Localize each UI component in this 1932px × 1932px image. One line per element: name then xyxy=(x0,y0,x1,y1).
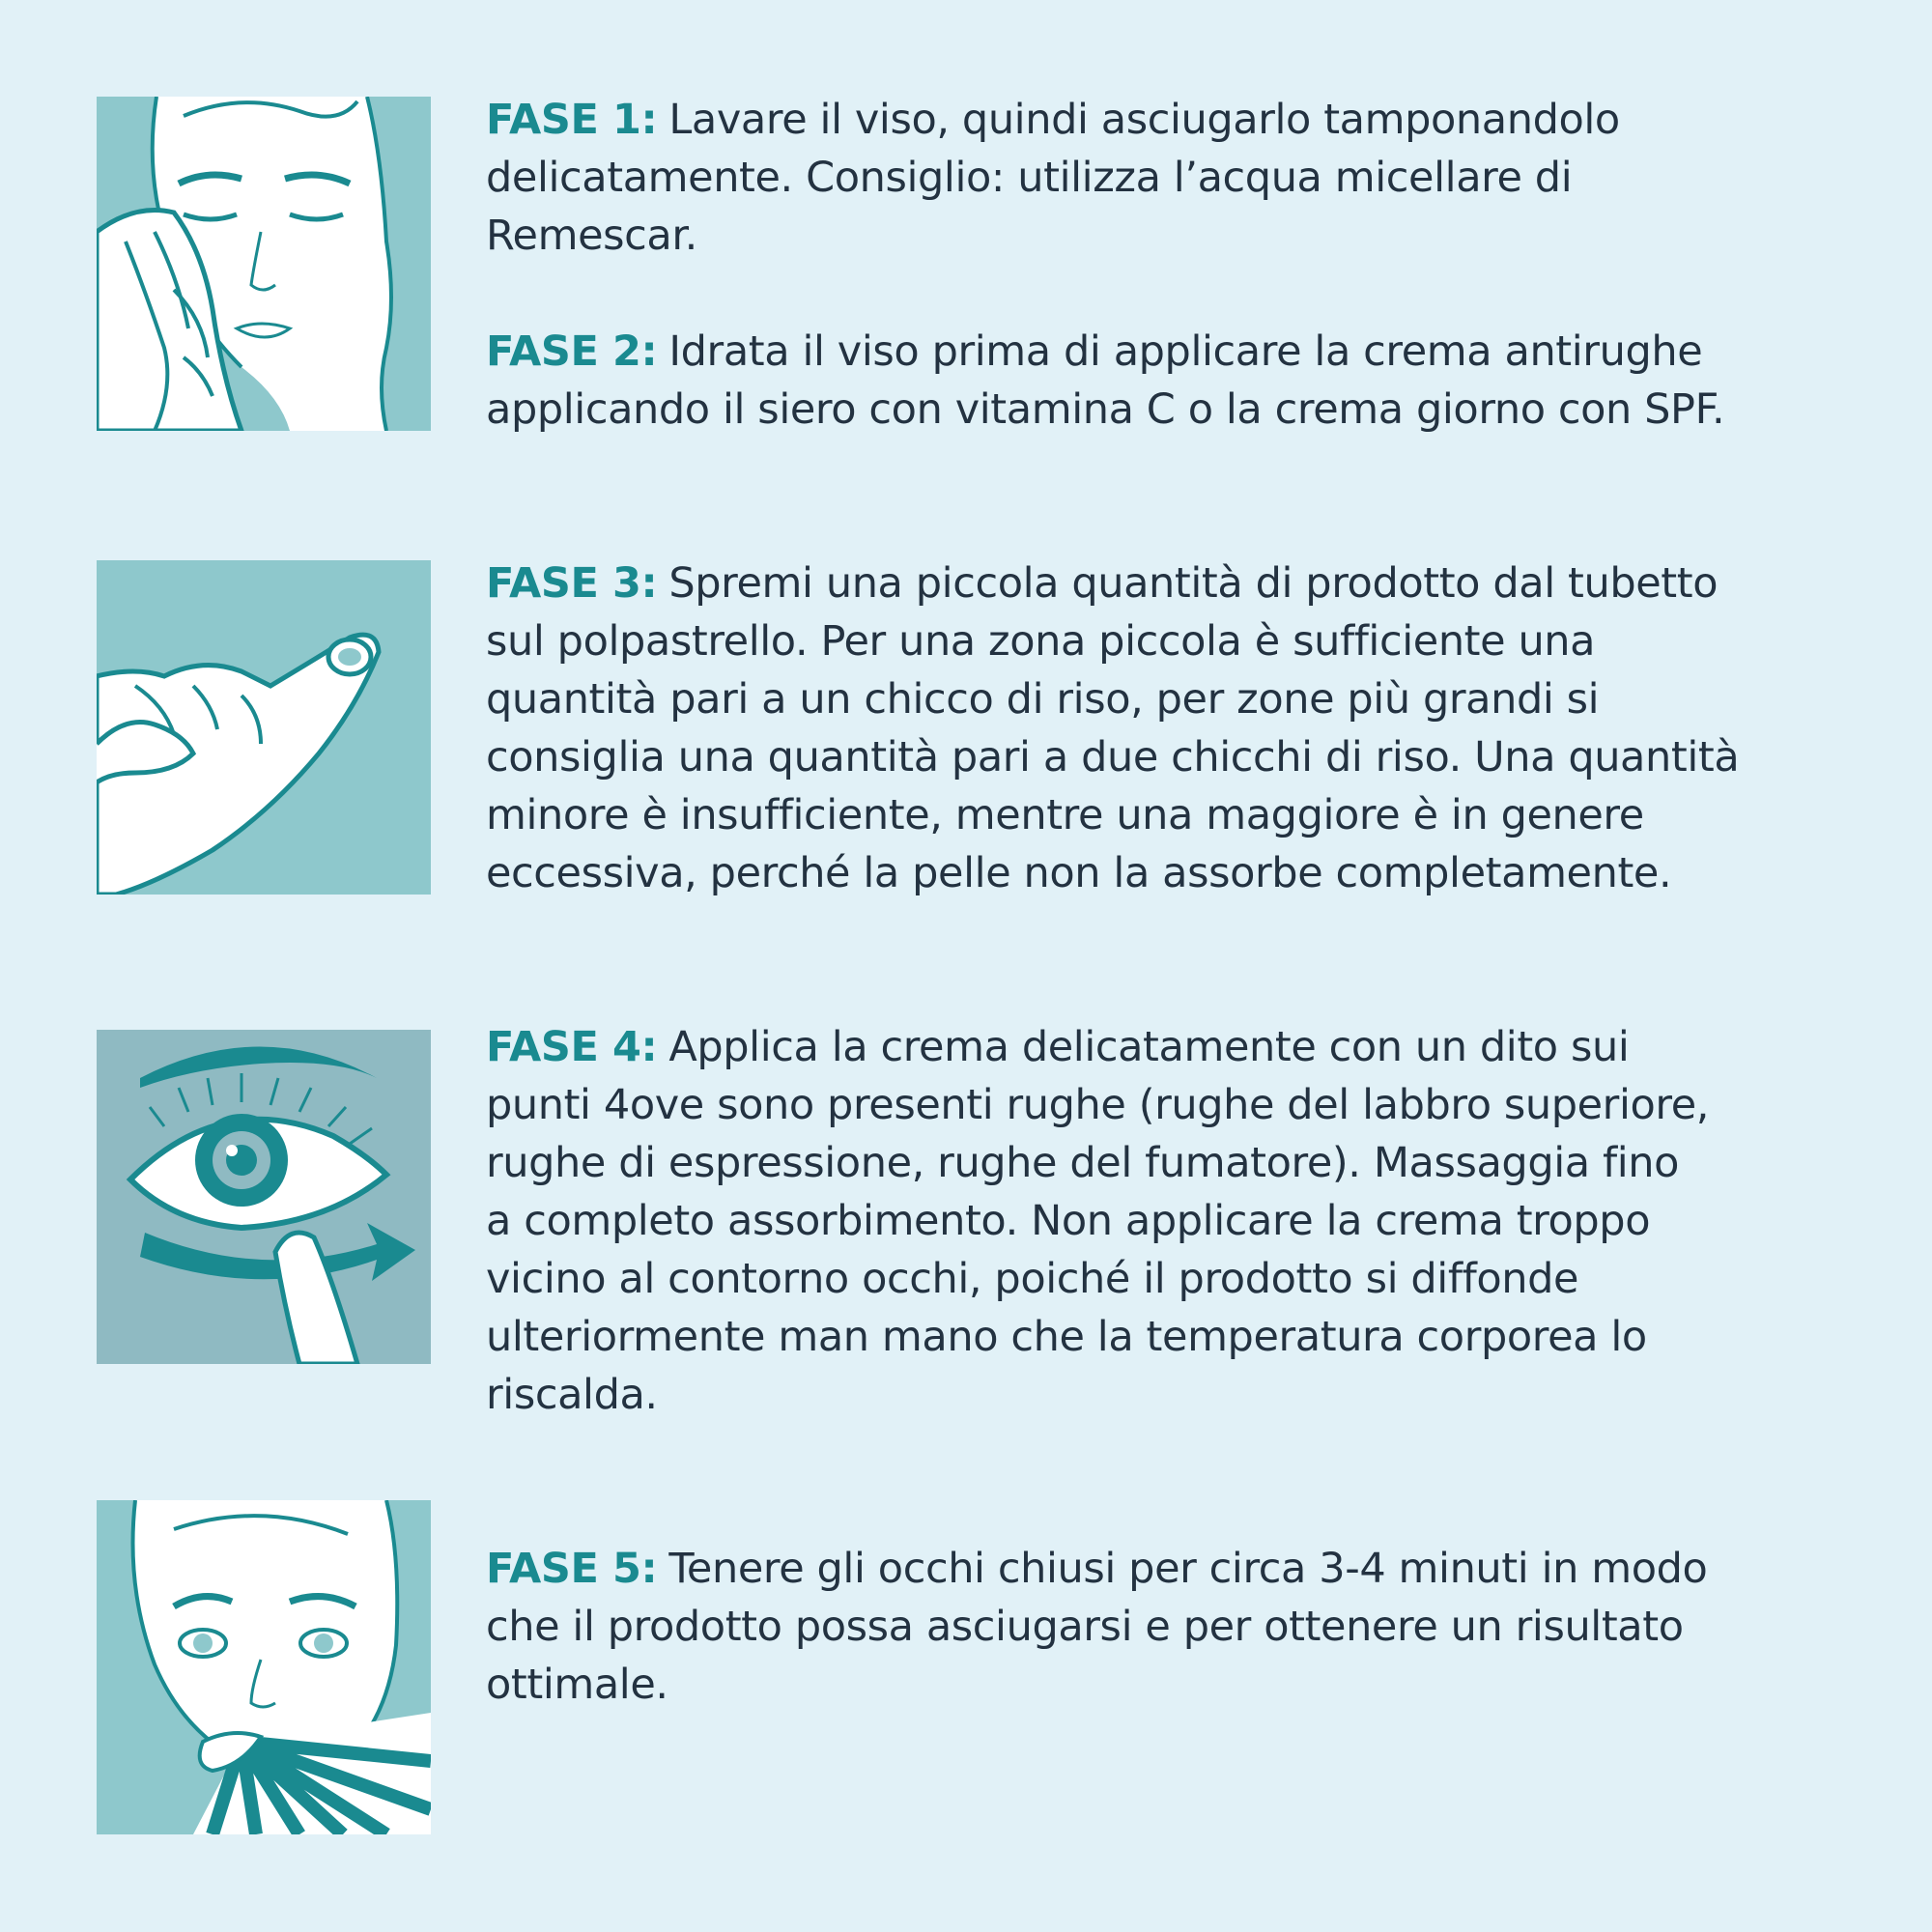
step-3-line-5: minore è insufficiente, mentre una maggiore è in genere xyxy=(486,791,1644,839)
step-1-line-1: FASE 1: Lavare il viso, quindi asciugarlo tamponandolo xyxy=(486,96,1620,144)
step-5-line-2: che il prodotto possa asciugarsi e per ottenere un risultato xyxy=(486,1603,1684,1651)
step-3-line-6: eccessiva, perché la pelle non la assorbe completamente. xyxy=(486,849,1672,897)
step-4-line-4: a completo assorbimento. Non applicare la crema troppo xyxy=(486,1197,1651,1245)
step-1-label: FASE 1: xyxy=(486,96,658,144)
step-2-text xyxy=(486,323,1877,439)
step-4-line-5: vicino al contorno occhi, poiché il prodotto si diffonde xyxy=(486,1255,1579,1303)
step-4-line-6: ulteriormente man mano che la temperatura corporea lo xyxy=(486,1313,1647,1361)
step-4-line-7: riscalda. xyxy=(486,1371,658,1419)
step-4-line-2: punti 4ove sono presenti rughe (rughe del labbro superiore, xyxy=(486,1081,1710,1129)
step-5-label: FASE 5: xyxy=(486,1545,658,1593)
step-3-line-4: consiglia una quantità pari a due chicchi di riso. Una quantità xyxy=(486,733,1740,781)
step-5-line-3: ottimale. xyxy=(486,1661,668,1709)
step-3-label: FASE 3: xyxy=(486,559,658,608)
step-1-line-2: delicatamente. Consiglio: utilizza l’acqua micellare di xyxy=(486,154,1573,202)
eye-with-finger-arrow-icon xyxy=(97,1030,431,1364)
step-1-text xyxy=(486,91,1877,265)
step-3-line-3: quantità pari a un chicco di riso, per zone più grandi si xyxy=(486,675,1600,724)
step-4-line-1: FASE 4: Applica la crema delicatamente con un dito sui xyxy=(486,1023,1630,1071)
face-drying-with-towel-icon xyxy=(97,97,431,431)
fingertip-with-cream-icon xyxy=(97,560,431,895)
step-1-line-3: Remescar. xyxy=(486,212,697,260)
step-2-line-1: FASE 2: Idrata il viso prima di applicare la crema antirughe xyxy=(486,327,1703,376)
step-3-line-2: sul polpastrello. Per una zona piccola è sufficiente una xyxy=(486,617,1596,666)
face-with-fan-icon xyxy=(97,1500,431,1834)
step-4-label: FASE 4: xyxy=(486,1023,658,1071)
step-2-line-2: applicando il siero con vitamina C o la crema giorno con SPF. xyxy=(486,385,1725,434)
step-2-label: FASE 2: xyxy=(486,327,658,376)
step-5-line-1: FASE 5: Tenere gli occhi chiusi per circa 3-4 minuti in modo xyxy=(486,1545,1708,1593)
step-4-line-3: rughe di espressione, rughe del fumatore). Massaggia fino xyxy=(486,1139,1680,1187)
step-3-text xyxy=(486,554,1877,902)
step-4-text xyxy=(486,1018,1877,1424)
step-3-line-1: FASE 3: Spremi una piccola quantità di prodotto dal tubetto xyxy=(486,559,1719,608)
step-5-text xyxy=(486,1540,1877,1714)
